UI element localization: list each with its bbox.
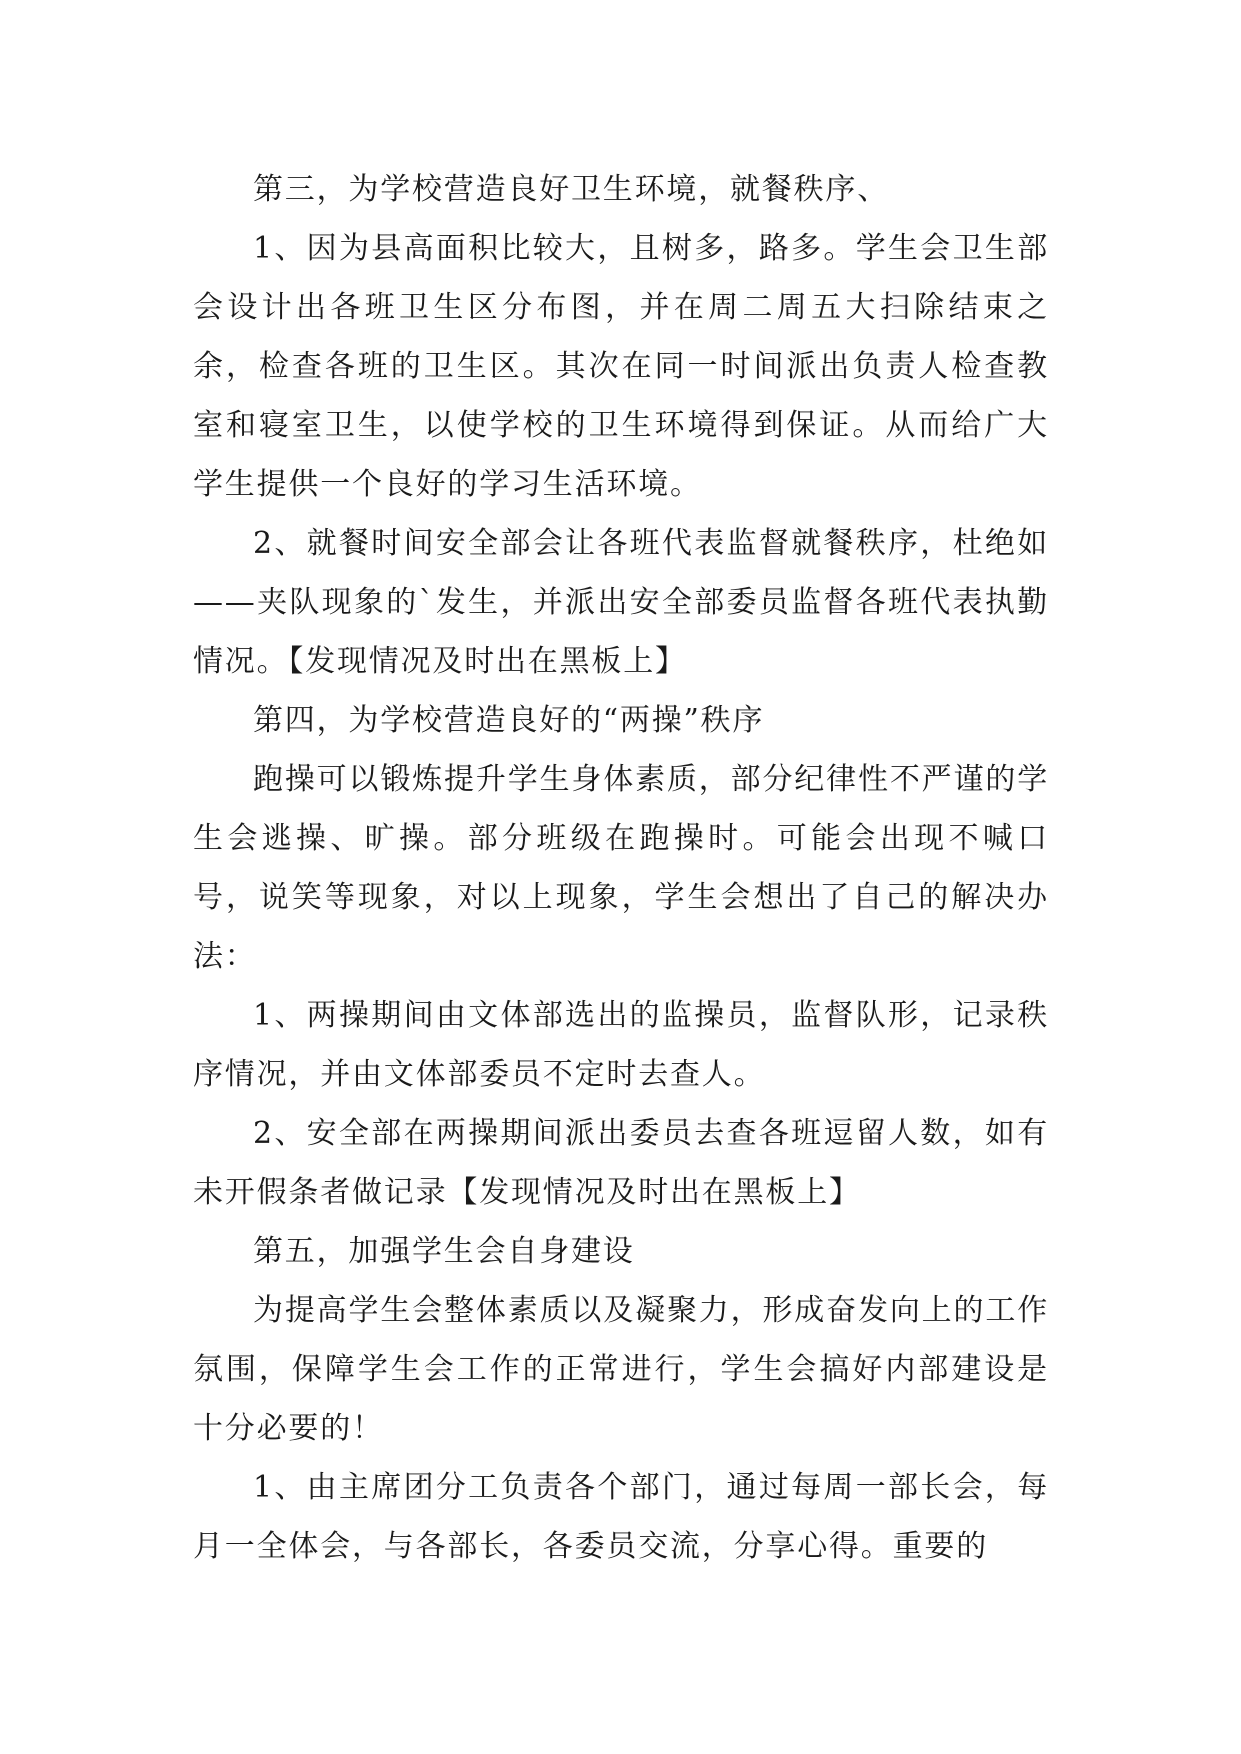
- paragraph-exercise-1: 1、两操期间由文体部选出的监操员，监督队形，记录秩序情况，并由文体部委员不定时去查人。: [193, 998, 1049, 1092]
- section-heading-4: 第四，为学校营造良好的“两操”秩序: [253, 703, 765, 738]
- paragraph-exercise-2: 2、安全部在两操期间派出委员去查各班逗留人数，如有未开假条者做记录【发现情况及时出在黑板上】: [193, 1116, 1049, 1210]
- paragraph-dining-2: 2、就餐时间安全部会让各班代表监督就餐秩序，杜绝如——夹队现象的`发生，并派出安全部委员监督各班代表执勤情况。【发现情况及时出在黑板上】: [193, 526, 1049, 679]
- paragraph-hygiene-1: 1、因为县高面积比较大，且树多，路多。学生会卫生部会设计出各班卫生区分布图，并在周二周五大扫除结束之余，检查各班的卫生区。其次在同一时间派出负责人检查教室和寝室卫生，以使学校的卫生环境得到保证。从而给广大学生提供一个良好的学习生活环境。: [193, 231, 1049, 502]
- paragraph-building-1: 1、由主席团分工负责各个部门，通过每周一部长会，每月一全体会，与各部长，各委员交流，分享心得。重要的: [193, 1470, 1049, 1564]
- section-heading-3: 第三，为学校营造良好卫生环境，就餐秩序、: [253, 172, 889, 207]
- section-heading-5: 第五，加强学生会自身建设: [253, 1234, 635, 1269]
- paragraph-building-intro: 为提高学生会整体素质以及凝聚力，形成奋发向上的工作氛围，保障学生会工作的正常进行，学生会搞好内部建设是十分必要的！: [193, 1293, 1049, 1446]
- document-body: [193, 160, 1049, 1576]
- paragraph-exercise-intro: 跑操可以锻炼提升学生身体素质，部分纪律性不严谨的学生会逃操、旷操。部分班级在跑操时。可能会出现不喊口号，说笑等现象，对以上现象，学生会想出了自己的解决办法：: [193, 762, 1049, 974]
